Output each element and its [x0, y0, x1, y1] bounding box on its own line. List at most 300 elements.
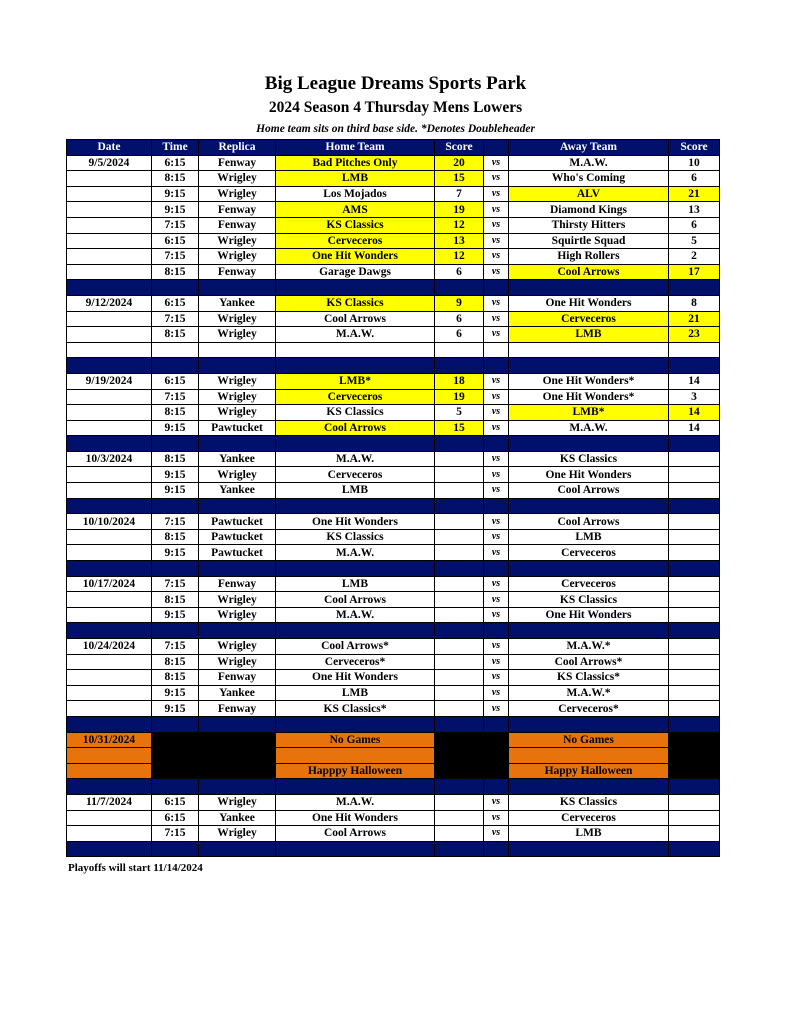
time-cell	[152, 748, 199, 764]
home-score-cell	[435, 732, 484, 748]
away-score-cell: 6	[669, 171, 720, 187]
game-row	[67, 295, 720, 311]
vs-cell: vs	[484, 264, 509, 280]
date-cell	[67, 685, 152, 701]
date-cell	[67, 405, 152, 421]
divider-cell	[509, 280, 669, 296]
game-row	[67, 405, 720, 421]
divider-cell	[199, 623, 276, 639]
home-score-cell	[435, 592, 484, 608]
game-row	[67, 794, 720, 810]
home-score-cell	[435, 763, 484, 779]
game-row	[67, 327, 720, 343]
date-cell	[67, 217, 152, 233]
away-score-cell	[669, 810, 720, 826]
replica-cell: Pawtucket	[199, 514, 276, 530]
time-cell: 9:15	[152, 483, 199, 499]
time-cell: 8:15	[152, 529, 199, 545]
away-team-cell: M.A.W.	[509, 420, 669, 436]
replica-cell: Pawtucket	[199, 545, 276, 561]
home-score-cell: 18	[435, 373, 484, 389]
away-team-cell: LMB*	[509, 405, 669, 421]
divider-cell	[67, 436, 152, 452]
divider-cell	[509, 498, 669, 514]
vs-cell: vs	[484, 451, 509, 467]
week-divider	[67, 716, 720, 732]
home-team-cell: One Hit Wonders	[276, 514, 435, 530]
page-subtitle: 2024 Season 4 Thursday Mens Lowers	[268, 99, 523, 116]
home-team-cell: LMB*	[276, 373, 435, 389]
divider-cell	[67, 498, 152, 514]
away-score-cell	[669, 576, 720, 592]
divider-cell	[67, 358, 152, 374]
home-score-cell	[435, 514, 484, 530]
date-cell: 10/24/2024	[67, 639, 152, 655]
divider-cell	[435, 779, 484, 795]
divider-cell	[276, 716, 435, 732]
game-row	[67, 202, 720, 218]
time-cell: 8:15	[152, 171, 199, 187]
vs-cell: vs	[484, 545, 509, 561]
divider-cell	[435, 841, 484, 857]
away-team-cell: ALV	[509, 186, 669, 202]
home-team-cell: Cool Arrows	[276, 826, 435, 842]
divider-cell	[484, 841, 509, 857]
away-team-cell: KS Classics	[509, 794, 669, 810]
game-row	[67, 592, 720, 608]
game-row	[67, 826, 720, 842]
replica-cell: Wrigley	[199, 794, 276, 810]
date-cell	[67, 607, 152, 623]
date-cell	[67, 763, 152, 779]
vs-cell: vs	[484, 155, 509, 171]
time-cell: 7:15	[152, 826, 199, 842]
game-row	[67, 483, 720, 499]
home-team-cell: M.A.W.	[276, 327, 435, 343]
replica-cell: Wrigley	[199, 467, 276, 483]
schedule-table	[66, 139, 720, 857]
vs-cell: vs	[484, 576, 509, 592]
away-score-cell	[669, 467, 720, 483]
game-row	[67, 529, 720, 545]
time-cell: 9:15	[152, 701, 199, 717]
divider-cell	[276, 280, 435, 296]
game-row	[67, 171, 720, 187]
home-team-cell: LMB	[276, 483, 435, 499]
away-team-cell: M.A.W.*	[509, 639, 669, 655]
vs-cell: vs	[484, 295, 509, 311]
week-divider	[67, 623, 720, 639]
away-team-cell: Cerveceros	[509, 311, 669, 327]
week-divider	[67, 280, 720, 296]
time-cell: 9:15	[152, 186, 199, 202]
away-score-cell	[669, 748, 720, 764]
game-row	[67, 639, 720, 655]
away-team-cell	[509, 748, 669, 764]
away-score-cell: 8	[669, 295, 720, 311]
game-row	[67, 576, 720, 592]
vs-cell: vs	[484, 826, 509, 842]
home-team-cell: LMB	[276, 685, 435, 701]
away-score-cell: 14	[669, 420, 720, 436]
time-cell: 6:15	[152, 155, 199, 171]
home-score-cell: 15	[435, 171, 484, 187]
replica-cell: Fenway	[199, 576, 276, 592]
col-vs-header	[484, 140, 509, 156]
vs-cell: vs	[484, 389, 509, 405]
replica-cell: Fenway	[199, 701, 276, 717]
away-team-cell: Cool Arrows	[509, 514, 669, 530]
home-score-cell: 13	[435, 233, 484, 249]
week-divider	[67, 561, 720, 577]
away-score-cell	[669, 483, 720, 499]
away-score-cell: 21	[669, 311, 720, 327]
divider-cell	[435, 498, 484, 514]
game-row	[67, 217, 720, 233]
home-score-cell	[435, 685, 484, 701]
replica-cell	[199, 748, 276, 764]
date-cell	[67, 186, 152, 202]
divider-cell	[152, 498, 199, 514]
replica-cell: Wrigley	[199, 405, 276, 421]
replica-cell: Wrigley	[199, 592, 276, 608]
vs-cell: vs	[484, 639, 509, 655]
replica-cell: Wrigley	[199, 654, 276, 670]
home-score-cell	[435, 826, 484, 842]
vs-cell: vs	[484, 467, 509, 483]
away-team-cell: Cool Arrows	[509, 264, 669, 280]
vs-cell: vs	[484, 373, 509, 389]
replica-cell: Fenway	[199, 670, 276, 686]
vs-cell: vs	[484, 327, 509, 343]
divider-cell	[669, 498, 720, 514]
replica-cell: Wrigley	[199, 327, 276, 343]
vs-cell	[484, 732, 509, 748]
vs-cell: vs	[484, 483, 509, 499]
date-cell: 9/12/2024	[67, 295, 152, 311]
home-team-cell: KS Classics	[276, 295, 435, 311]
divider-cell	[67, 623, 152, 639]
game-row	[67, 701, 720, 717]
time-cell: 9:15	[152, 685, 199, 701]
home-score-cell: 6	[435, 311, 484, 327]
divider-cell	[669, 358, 720, 374]
replica-cell: Yankee	[199, 483, 276, 499]
time-cell: 6:15	[152, 233, 199, 249]
col-home-score-header: Score	[435, 140, 484, 156]
game-row	[67, 155, 720, 171]
home-team-cell	[276, 342, 435, 358]
vs-cell	[484, 748, 509, 764]
home-team-cell: KS Classics	[276, 405, 435, 421]
divider-cell	[484, 358, 509, 374]
time-cell: 7:15	[152, 311, 199, 327]
divider-cell	[152, 623, 199, 639]
divider-cell	[67, 779, 152, 795]
date-cell	[67, 389, 152, 405]
divider-cell	[509, 716, 669, 732]
divider-cell	[276, 623, 435, 639]
replica-cell: Wrigley	[199, 373, 276, 389]
divider-cell	[669, 841, 720, 857]
page-title: Big League Dreams Sports Park	[264, 73, 527, 94]
home-team-cell: M.A.W.	[276, 794, 435, 810]
divider-cell	[484, 561, 509, 577]
date-cell	[67, 826, 152, 842]
away-score-cell	[669, 451, 720, 467]
away-score-cell: 10	[669, 155, 720, 171]
time-cell: 7:15	[152, 217, 199, 233]
away-team-cell: M.A.W.*	[509, 685, 669, 701]
col-time-header: Time	[152, 140, 199, 156]
divider-cell	[435, 436, 484, 452]
home-team-cell: Cerveceros	[276, 389, 435, 405]
home-team-cell: KS Classics	[276, 529, 435, 545]
divider-cell	[67, 841, 152, 857]
vs-cell: vs	[484, 420, 509, 436]
date-cell	[67, 311, 152, 327]
vs-cell: vs	[484, 670, 509, 686]
time-cell: 9:15	[152, 467, 199, 483]
time-cell: 8:15	[152, 654, 199, 670]
away-score-cell: 14	[669, 405, 720, 421]
home-team-cell: KS Classics	[276, 217, 435, 233]
date-cell	[67, 701, 152, 717]
away-score-cell: 3	[669, 389, 720, 405]
away-team-cell: Who's Coming	[509, 171, 669, 187]
home-score-cell: 5	[435, 405, 484, 421]
replica-cell: Wrigley	[199, 311, 276, 327]
week-divider	[67, 779, 720, 795]
date-cell	[67, 264, 152, 280]
away-team-cell: One Hit Wonders*	[509, 389, 669, 405]
divider-cell	[484, 623, 509, 639]
home-score-cell: 7	[435, 186, 484, 202]
divider-cell	[484, 280, 509, 296]
home-team-cell: AMS	[276, 202, 435, 218]
date-cell: 9/5/2024	[67, 155, 152, 171]
col-date-header: Date	[67, 140, 152, 156]
week-divider	[67, 436, 720, 452]
date-cell	[67, 233, 152, 249]
time-cell	[152, 732, 199, 748]
vs-cell: vs	[484, 592, 509, 608]
game-row	[67, 810, 720, 826]
home-team-cell: KS Classics*	[276, 701, 435, 717]
divider-cell	[484, 716, 509, 732]
home-team-cell: LMB	[276, 171, 435, 187]
col-home-team-header: Home Team	[276, 140, 435, 156]
home-team-cell: One Hit Wonders	[276, 810, 435, 826]
date-cell: 9/19/2024	[67, 373, 152, 389]
away-team-cell: One Hit Wonders	[509, 607, 669, 623]
vs-cell: vs	[484, 685, 509, 701]
divider-cell	[276, 498, 435, 514]
time-cell	[152, 763, 199, 779]
game-row	[67, 249, 720, 265]
home-team-cell	[276, 748, 435, 764]
date-cell	[67, 171, 152, 187]
date-cell	[67, 483, 152, 499]
home-team-cell: No Games	[276, 732, 435, 748]
holiday-row	[67, 763, 720, 779]
game-row	[67, 420, 720, 436]
divider-cell	[199, 716, 276, 732]
away-team-cell: High Rollers	[509, 249, 669, 265]
home-team-cell: LMB	[276, 576, 435, 592]
date-cell: 10/10/2024	[67, 514, 152, 530]
game-row	[67, 311, 720, 327]
time-cell: 8:15	[152, 405, 199, 421]
time-cell: 8:15	[152, 670, 199, 686]
away-team-cell: LMB	[509, 529, 669, 545]
away-score-cell	[669, 701, 720, 717]
game-row	[67, 685, 720, 701]
date-cell	[67, 342, 152, 358]
divider-cell	[484, 498, 509, 514]
vs-cell: vs	[484, 405, 509, 421]
holiday-row	[67, 748, 720, 764]
away-team-cell: KS Classics	[509, 451, 669, 467]
away-team-cell: Happy Halloween	[509, 763, 669, 779]
replica-cell: Yankee	[199, 451, 276, 467]
away-score-cell: 5	[669, 233, 720, 249]
away-score-cell	[669, 342, 720, 358]
time-cell: 9:15	[152, 545, 199, 561]
date-cell: 11/7/2024	[67, 794, 152, 810]
col-away-team-header: Away Team	[509, 140, 669, 156]
divider-cell	[484, 779, 509, 795]
date-cell	[67, 420, 152, 436]
divider-cell	[435, 716, 484, 732]
divider-cell	[199, 358, 276, 374]
time-cell: 7:15	[152, 576, 199, 592]
away-score-cell: 13	[669, 202, 720, 218]
date-cell: 10/3/2024	[67, 451, 152, 467]
date-cell	[67, 810, 152, 826]
game-row	[67, 607, 720, 623]
divider-cell	[199, 498, 276, 514]
divider-cell	[276, 561, 435, 577]
away-score-cell: 23	[669, 327, 720, 343]
home-team-cell: Cerveceros	[276, 467, 435, 483]
home-score-cell	[435, 342, 484, 358]
divider-cell	[276, 358, 435, 374]
game-row	[67, 545, 720, 561]
replica-cell: Fenway	[199, 217, 276, 233]
date-cell	[67, 202, 152, 218]
home-team-cell: Cool Arrows	[276, 592, 435, 608]
time-cell: 8:15	[152, 327, 199, 343]
game-row	[67, 654, 720, 670]
date-cell	[67, 529, 152, 545]
home-team-cell: M.A.W.	[276, 607, 435, 623]
date-cell	[67, 592, 152, 608]
home-team-cell: One Hit Wonders	[276, 670, 435, 686]
home-score-cell	[435, 639, 484, 655]
game-row	[67, 264, 720, 280]
home-team-cell: Happpy Halloween	[276, 763, 435, 779]
away-team-cell: KS Classics	[509, 592, 669, 608]
home-score-cell	[435, 483, 484, 499]
home-score-cell: 6	[435, 327, 484, 343]
time-cell: 7:15	[152, 514, 199, 530]
home-team-cell: Los Mojados	[276, 186, 435, 202]
home-team-cell: One Hit Wonders	[276, 249, 435, 265]
time-cell: 8:15	[152, 264, 199, 280]
away-team-cell: M.A.W.	[509, 155, 669, 171]
away-score-cell	[669, 514, 720, 530]
home-score-cell	[435, 794, 484, 810]
game-row	[67, 342, 720, 358]
game-row	[67, 389, 720, 405]
doubleheader-note: Home team sits on third base side. *Denotes Doubleheader	[256, 123, 535, 135]
away-team-cell: Diamond Kings	[509, 202, 669, 218]
away-score-cell: 21	[669, 186, 720, 202]
vs-cell: vs	[484, 794, 509, 810]
away-score-cell: 2	[669, 249, 720, 265]
week-divider	[67, 498, 720, 514]
vs-cell: vs	[484, 217, 509, 233]
divider-cell	[509, 841, 669, 857]
game-row	[67, 233, 720, 249]
divider-cell	[435, 280, 484, 296]
time-cell: 6:15	[152, 794, 199, 810]
away-score-cell	[669, 529, 720, 545]
home-score-cell: 15	[435, 420, 484, 436]
time-cell: 7:15	[152, 389, 199, 405]
home-score-cell: 9	[435, 295, 484, 311]
col-away-score-header: Score	[669, 140, 720, 156]
replica-cell: Wrigley	[199, 607, 276, 623]
away-team-cell: Cool Arrows	[509, 483, 669, 499]
replica-cell	[199, 732, 276, 748]
date-cell	[67, 654, 152, 670]
home-score-cell: 6	[435, 264, 484, 280]
home-score-cell	[435, 810, 484, 826]
game-row	[67, 186, 720, 202]
game-row	[67, 467, 720, 483]
time-cell	[152, 342, 199, 358]
vs-cell: vs	[484, 514, 509, 530]
home-score-cell: 19	[435, 389, 484, 405]
home-score-cell: 19	[435, 202, 484, 218]
date-cell	[67, 670, 152, 686]
divider-cell	[67, 716, 152, 732]
home-team-cell: Cool Arrows*	[276, 639, 435, 655]
time-cell: 8:15	[152, 592, 199, 608]
divider-cell	[152, 841, 199, 857]
time-cell: 9:15	[152, 607, 199, 623]
home-score-cell	[435, 607, 484, 623]
vs-cell: vs	[484, 810, 509, 826]
divider-cell	[509, 561, 669, 577]
game-row	[67, 514, 720, 530]
replica-cell: Pawtucket	[199, 529, 276, 545]
away-team-cell: One Hit Wonders*	[509, 373, 669, 389]
divider-cell	[276, 436, 435, 452]
home-team-cell: Cerveceros*	[276, 654, 435, 670]
game-row	[67, 373, 720, 389]
replica-cell: Yankee	[199, 810, 276, 826]
away-team-cell: LMB	[509, 327, 669, 343]
time-cell: 6:15	[152, 295, 199, 311]
divider-cell	[669, 779, 720, 795]
vs-cell: vs	[484, 202, 509, 218]
week-divider	[67, 841, 720, 857]
away-score-cell	[669, 685, 720, 701]
date-cell: 10/31/2024	[67, 732, 152, 748]
